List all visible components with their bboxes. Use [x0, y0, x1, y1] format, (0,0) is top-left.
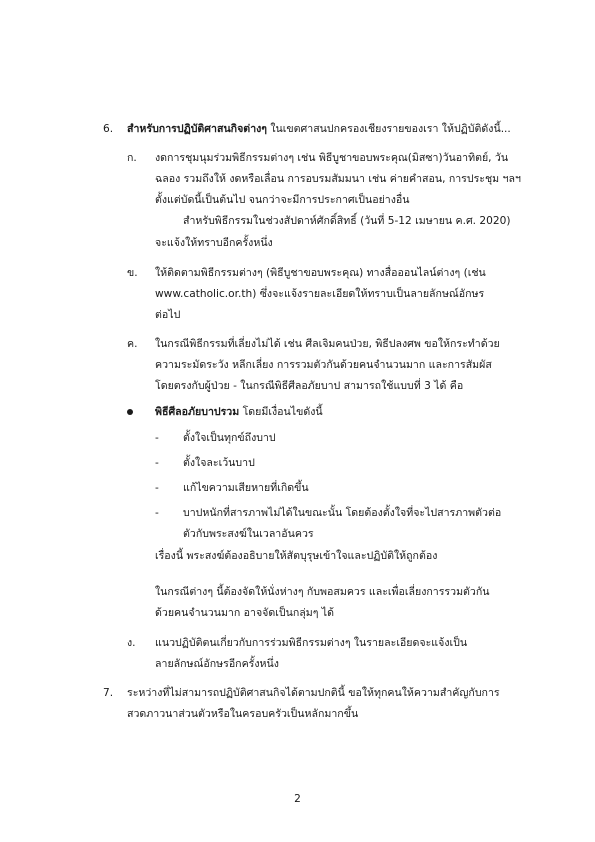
sub-c-label: ค.: [127, 338, 138, 350]
condition-dash: -: [155, 457, 159, 469]
sub-b-line-2: www.catholic.or.th) ซึ่งจะแจ้งรายละเอียดให้ทราบเป็นลายลักษณ์อักษร: [155, 288, 485, 300]
sub-a-line-2: ฉลอง รวมถึงให้ งดหรือเลื่อน การอบรมสัมมนา เช่น ค่ายคำสอน, การประชุม ฯลฯ: [155, 173, 521, 185]
bullet-para-line-1: ในกรณีต่างๆ นี้ต้องจัดให้นั่งห่างๆ กับพอสมควร และเพื่อเลี่ยงการรวมตัวกัน: [155, 586, 490, 598]
sub-a-line-1: งดการชุมนุมร่วมพิธีกรรมต่างๆ เช่น พิธีบูชาขอบพระคุณ(มิสซา)วันอาทิตย์, วัน: [155, 152, 509, 164]
item-6-heading: [127, 122, 511, 136]
sub-b-line-1: ให้ติดตามพิธีกรรมต่างๆ (พิธีบูชาขอบพระคุณ) ทางสื่อออนไลน์ต่างๆ (เช่น: [155, 267, 486, 279]
sub-b-label: ข.: [127, 267, 138, 279]
sub-b-line-3: ต่อไป: [155, 309, 181, 321]
page-number: 2: [294, 793, 301, 805]
item-7-line-2: สวดภาวนาส่วนตัวหรือในครอบครัวเป็นหลักมากขึ้น: [127, 708, 359, 720]
condition-2: ตั้งใจละเว้นบาป: [183, 457, 255, 469]
condition-dash: -: [155, 482, 159, 494]
condition-1: ตั้งใจเป็นทุกข์ถึงบาป: [183, 432, 276, 444]
item-7-number: 7.: [103, 687, 114, 699]
bullet-title: พิธีศีลอภัยบาปรวม: [155, 406, 240, 418]
sub-c-line-1: ในกรณีพิธีกรรมที่เลี่ยงไม่ได้ เช่น ศีลเจิมคนป่วย, พิธีปลงศพ ขอให้กระทำด้วย: [155, 338, 500, 350]
sub-a-line-4: สำหรับพิธีกรรมในช่วงสัปดาห์ศักดิ์สิทธิ์ (วันที่ 5-12 เมษายน ค.ศ. 2020): [183, 215, 511, 227]
condition-dash: -: [155, 432, 159, 444]
item-6-title: สำหรับการปฏิบัติศาสนกิจต่างๆ: [127, 123, 267, 135]
sub-a-label: ก.: [127, 152, 137, 164]
item-7-line-1: ระหว่างที่ไม่สามารถปฏิบัติศาสนกิจได้ตามปกตินี้ ขอให้ทุกคนให้ความสำคัญกับการ: [127, 687, 500, 699]
condition-dash: -: [155, 507, 159, 519]
condition-4-cont: ตัวกับพระสงฆ์ในเวลาอันควร: [183, 528, 314, 540]
sub-a-line-5: จะแจ้งให้ทราบอีกครั้งหนึ่ง: [155, 237, 273, 249]
sub-d-line-2: ลายลักษณ์อักษรอีกครั้งหนึ่ง: [155, 658, 279, 670]
bullet-para-line-2: ด้วยคนจำนวนมาก อาจจัดเป็นกลุ่มๆ ได้: [155, 607, 335, 619]
sub-a-line-3: ตั้งแต่บัดนี้เป็นต้นไป จนกว่าจะมีการประกาศเป็นอย่างอื่น: [155, 194, 410, 206]
bullet-note: เรื่องนี้ พระสงฆ์ต้องอธิบายให้สัตบุรุษเข้าใจและปฏิบัติให้ถูกต้อง: [155, 550, 438, 562]
bullet-intro: โดยมีเงื่อนไขดังนี้: [239, 406, 323, 418]
item-6-intro: ในเขตศาสนปกครองเชียงรายของเรา ให้ปฏิบัติดังนี้...: [267, 123, 511, 135]
condition-3: แก้ไขความเสียหายที่เกิดขึ้น: [183, 482, 309, 494]
bullet-heading: [155, 405, 323, 419]
condition-4: บาปหนักที่สารภาพไม่ได้ในขณะนั้น โดยต้องตั้งใจที่จะไปสารภาพตัวต่อ: [183, 507, 502, 519]
sub-d-line-1: แนวปฏิบัติตนเกี่ยวกับการร่วมพิธีกรรมต่างๆ ในรายละเอียดจะแจ้งเป็น: [155, 637, 468, 649]
sub-c-line-3: โดยตรงกับผู้ป่วย - ในกรณีพิธีศีลอภัยบาป สามารถใช้แบบที่ 3 ได้ คือ: [155, 380, 464, 392]
bullet-icon: [127, 409, 133, 415]
item-6-number: 6.: [103, 123, 114, 135]
sub-c-line-2: ความระมัดระวัง หลีกเลี่ยง การรวมตัวกันด้วยคนจำนวนมาก และการสัมผัส: [155, 359, 492, 371]
sub-d-label: ง.: [127, 637, 136, 649]
